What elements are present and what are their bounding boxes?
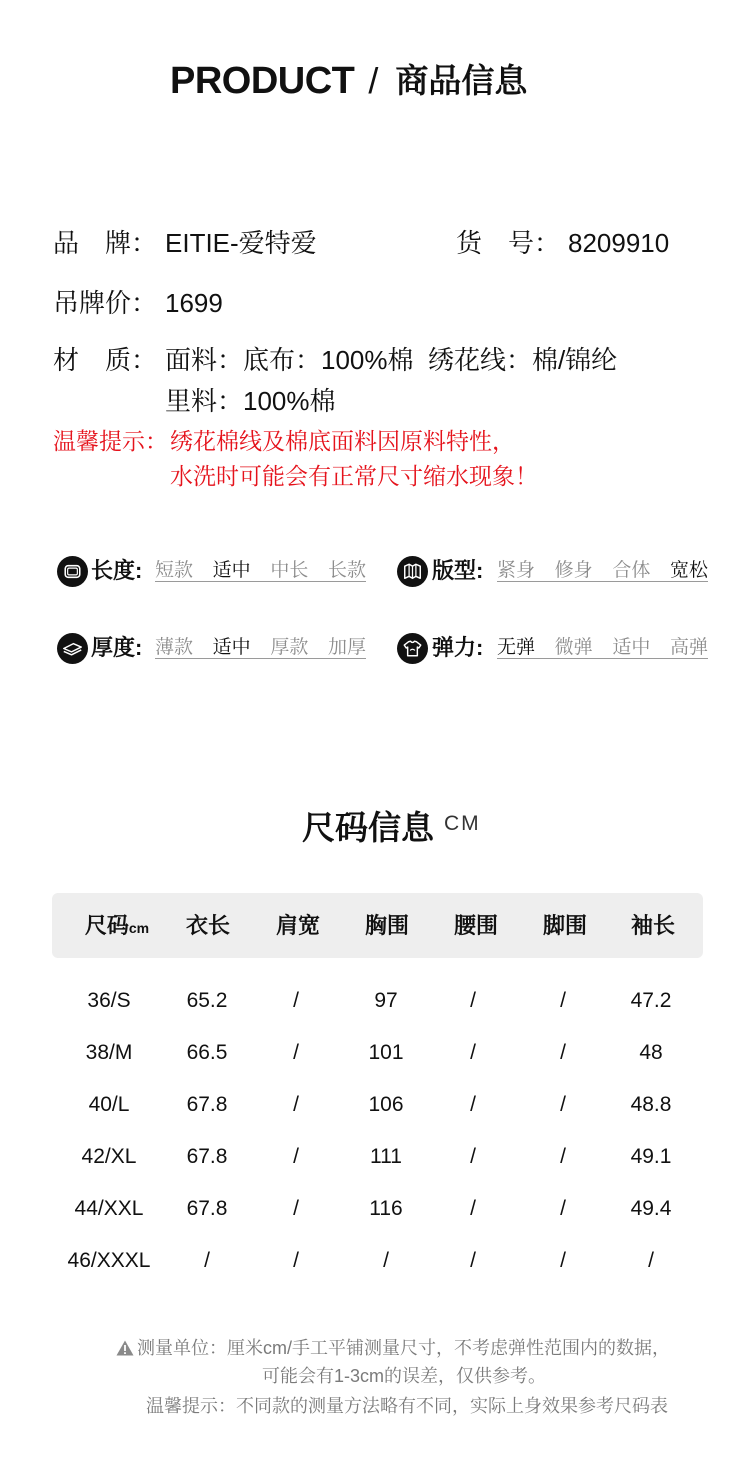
attribute-label-elasticity: 弹力: xyxy=(432,635,484,660)
option: 紧身 xyxy=(497,560,536,581)
table-cell: / xyxy=(293,989,299,1012)
notice-line: 绣花棉线及棉底面料因原料特性， xyxy=(170,428,515,454)
table-cell: / xyxy=(470,1197,476,1220)
table-cell: / xyxy=(560,989,566,1012)
attribute-label-thickness: 厚度: xyxy=(91,635,143,660)
table-cell: / xyxy=(293,1093,299,1116)
option: 厚款 xyxy=(270,637,309,658)
table-cell: 40/L xyxy=(88,1093,130,1116)
table-cell: / xyxy=(383,1249,389,1272)
table-header-cell: 腰围 xyxy=(453,913,498,938)
table-cell: / xyxy=(293,1041,299,1064)
option: 修身 xyxy=(554,560,593,581)
table-cell: 111 xyxy=(370,1145,402,1168)
table-row xyxy=(0,1235,750,1287)
notice-line: 水洗时可能会有正常尺寸缩水现象！ xyxy=(170,463,538,489)
table-cell: / xyxy=(560,1093,566,1116)
header-size-unit: cm xyxy=(128,920,150,936)
size-table-header xyxy=(52,893,703,958)
page-title xyxy=(170,58,527,104)
tag-price-label: 吊牌价： xyxy=(53,288,158,318)
attribute-label-fit: 版型: xyxy=(432,558,484,583)
table-header-cell: 肩宽 xyxy=(275,913,320,938)
material-fabric: 面料：底布：100%棉 绣花线：棉/锦纶 xyxy=(165,345,618,375)
title-separator: / xyxy=(368,60,379,101)
attribute-label-length: 长度: xyxy=(91,558,143,583)
table-row xyxy=(0,975,750,1027)
table-cell: 97 xyxy=(374,989,398,1012)
title-cn: 商品信息 xyxy=(395,62,528,99)
title-en: PRODUCT xyxy=(170,60,355,102)
header-size-label: 尺码 xyxy=(84,913,129,938)
option: 适中 xyxy=(212,560,251,581)
table-cell: 47.2 xyxy=(630,989,672,1012)
table-cell: 116 xyxy=(369,1197,403,1220)
table-row xyxy=(0,1131,750,1183)
tag-price-value: 1699 xyxy=(165,288,223,318)
table-cell: 49.1 xyxy=(630,1145,672,1168)
table-cell: / xyxy=(470,989,476,1012)
table-cell: / xyxy=(560,1249,566,1272)
table-header-cell: 衣长 xyxy=(185,913,230,938)
notice-label: 温馨提示： xyxy=(53,428,168,454)
size-unit: CM xyxy=(444,812,481,835)
table-cell: / xyxy=(560,1145,566,1168)
table-cell: / xyxy=(293,1145,299,1168)
table-cell: 48.8 xyxy=(630,1093,672,1116)
table-header-cell: 脚围 xyxy=(542,913,587,938)
length-options xyxy=(155,560,366,582)
option: 加厚 xyxy=(327,637,366,658)
option: 宽松 xyxy=(669,560,708,581)
option: 合体 xyxy=(612,560,651,581)
size-title: 尺码信息 xyxy=(302,809,434,846)
table-cell: 101 xyxy=(368,1041,404,1064)
option: 高弹 xyxy=(669,637,708,658)
table-row xyxy=(0,1079,750,1131)
table-header-cell: 胸围 xyxy=(364,913,409,938)
option: 长款 xyxy=(327,560,366,581)
table-row xyxy=(0,1027,750,1079)
table-cell: 44/XXL xyxy=(74,1197,144,1220)
option: 无弹 xyxy=(497,637,536,658)
table-cell: 67.8 xyxy=(186,1145,228,1168)
material-label: 材 质： xyxy=(53,345,158,375)
material-lining: 里料：100%棉 xyxy=(165,386,336,416)
table-cell: 42/XL xyxy=(81,1145,137,1168)
sku-label: 货 号： xyxy=(456,228,561,258)
measurement-note: 温馨提示：不同款的测量方法略有不同，实际上身效果参考尺码表 xyxy=(146,1396,668,1416)
table-header-cell: 袖长 xyxy=(630,913,675,938)
option: 短款 xyxy=(155,560,194,581)
elasticity-icon xyxy=(397,633,428,664)
sku-value: 8209910 xyxy=(568,228,670,258)
table-cell: / xyxy=(293,1197,299,1220)
table-cell: 67.8 xyxy=(186,1197,228,1220)
size-section-title xyxy=(302,805,481,851)
table-cell: 65.2 xyxy=(186,989,228,1012)
table-row xyxy=(0,1183,750,1235)
size-table-body xyxy=(0,975,750,1287)
brand-value: EITIE-爱特爱 xyxy=(165,228,317,258)
table-cell: / xyxy=(470,1093,476,1116)
table-cell: 49.4 xyxy=(630,1197,672,1220)
warning-icon xyxy=(116,1340,134,1356)
table-cell: 67.8 xyxy=(186,1093,228,1116)
table-cell: 66.5 xyxy=(186,1041,228,1064)
table-cell: / xyxy=(648,1249,654,1272)
table-cell: / xyxy=(560,1041,566,1064)
option: 中长 xyxy=(270,560,309,581)
table-cell: / xyxy=(560,1197,566,1220)
table-cell: 46/XXXL xyxy=(67,1249,151,1272)
table-cell: / xyxy=(204,1249,210,1272)
option: 适中 xyxy=(612,637,651,658)
table-cell: 48 xyxy=(639,1041,663,1064)
table-cell: 36/S xyxy=(87,989,131,1012)
measurement-note: 可能会有1-3cm的误差，仅供参考。 xyxy=(262,1366,547,1386)
table-cell: / xyxy=(293,1249,299,1272)
length-icon xyxy=(57,556,88,587)
measurement-note: 测量单位：厘米cm/手工平铺测量尺寸，不考虑弹性范围内的数据， xyxy=(137,1338,670,1358)
brand-label: 品 牌： xyxy=(53,228,158,258)
table-cell: / xyxy=(470,1249,476,1272)
elasticity-options xyxy=(497,637,708,659)
table-cell: 38/M xyxy=(85,1041,133,1064)
table-cell: 106 xyxy=(368,1093,404,1116)
fit-icon xyxy=(397,556,428,587)
thickness-icon xyxy=(57,633,88,664)
option: 薄款 xyxy=(155,637,194,658)
table-cell: / xyxy=(470,1041,476,1064)
option: 适中 xyxy=(212,637,251,658)
option: 微弹 xyxy=(554,637,593,658)
fit-options xyxy=(497,560,708,582)
table-header-cell xyxy=(73,893,161,958)
thickness-options xyxy=(155,637,366,659)
table-cell: / xyxy=(470,1145,476,1168)
